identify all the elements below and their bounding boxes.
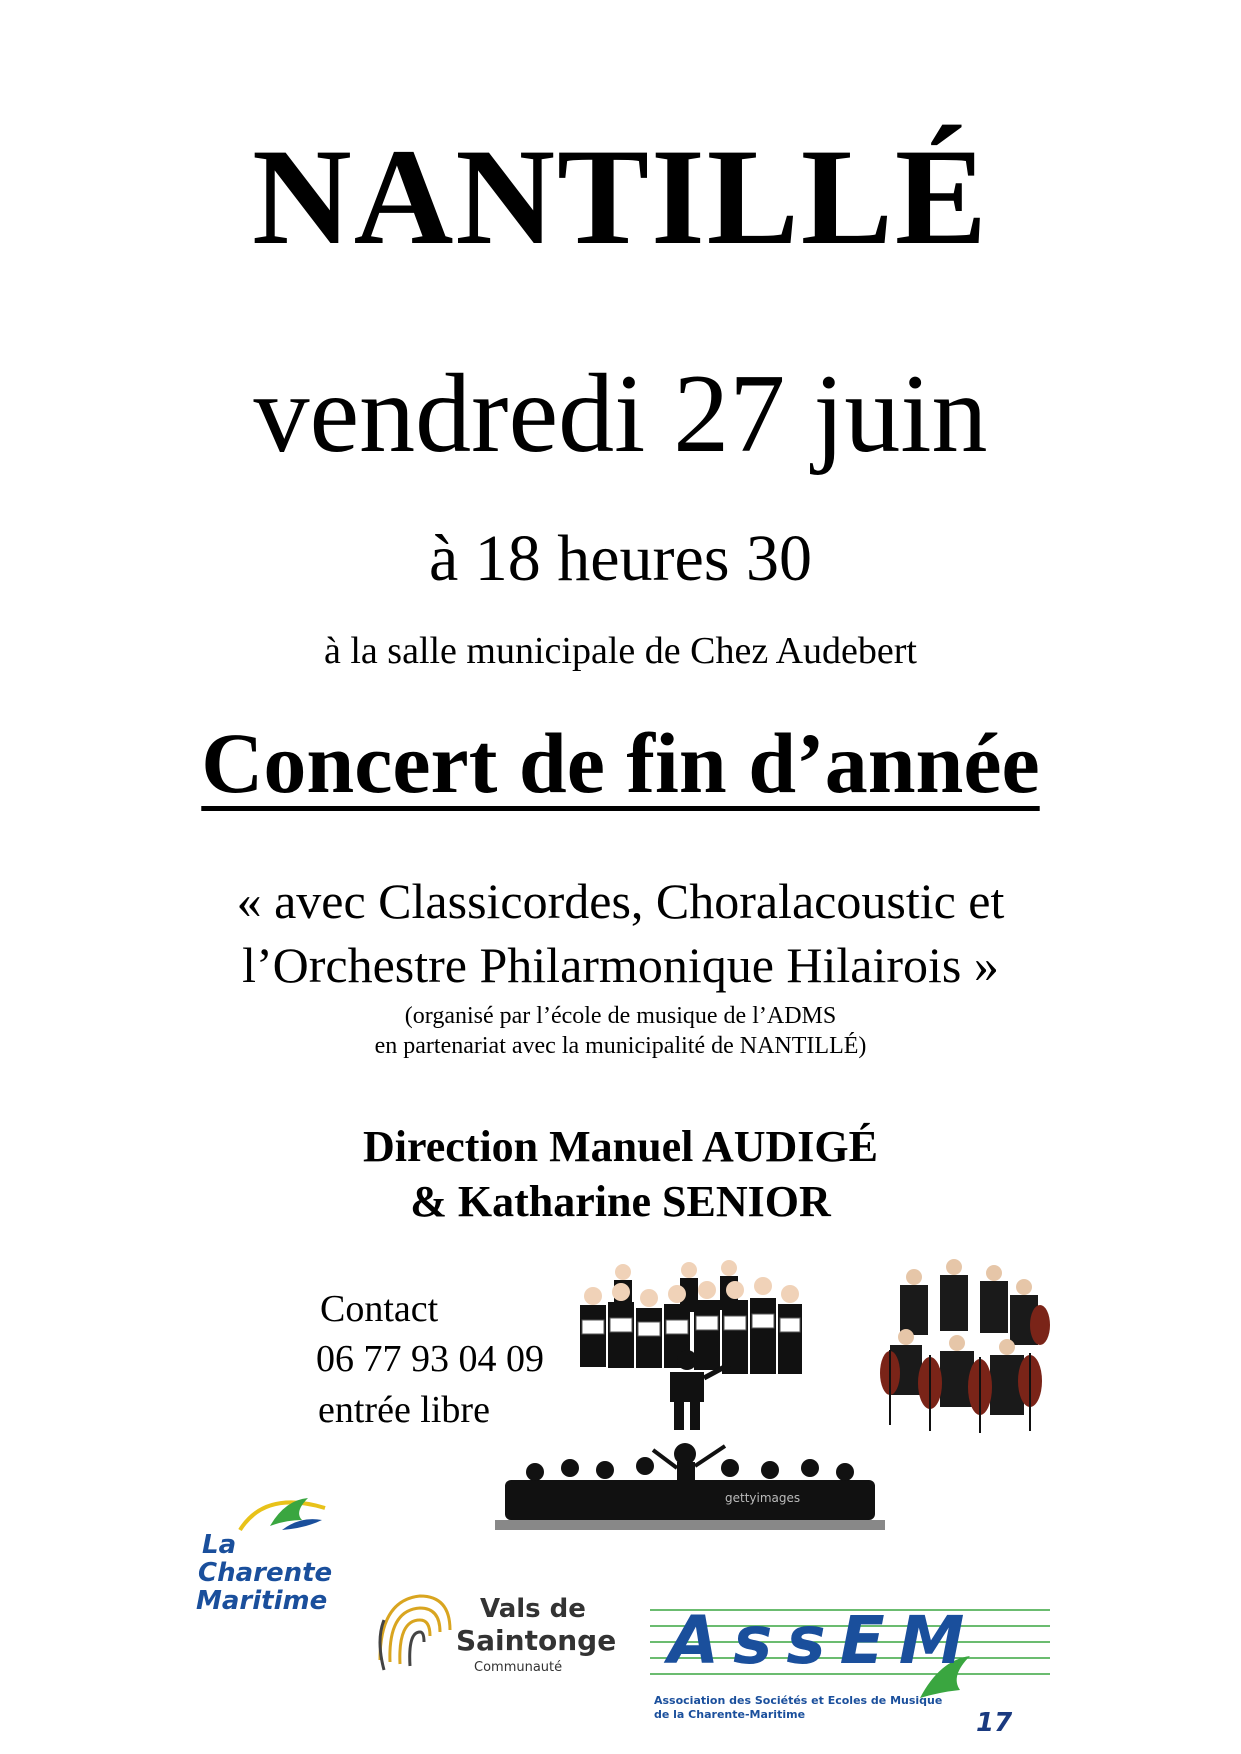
town-title: NANTILLÉ: [252, 120, 989, 273]
contact-phone: 06 77 93 04 09: [316, 1338, 544, 1380]
assem-logo-desc-1: Association des Sociétés et Ecoles de Musique: [654, 1694, 943, 1707]
event-title: [0, 715, 1241, 811]
assem-17-logo: [650, 1600, 1050, 1740]
vals-logo-line-1: Vals de: [480, 1594, 586, 1624]
assem-logo-name: AssEM: [668, 1602, 979, 1679]
direction-line-2: & Katharine SENIOR: [410, 1177, 831, 1226]
organizer-line-1: (organisé par l’école de musique de l’ADMS: [404, 1003, 837, 1029]
charente-logo-line-2: Charente: [198, 1558, 333, 1588]
event-title-text: Concert de fin d’année: [201, 715, 1040, 811]
silhouette-watermark: gettyimages: [725, 1491, 801, 1505]
event-date: vendredi 27 juin: [253, 352, 988, 476]
performers-line-2: l’Orchestre Philarmonique Hilairois »: [242, 937, 999, 993]
performers-line-1: « avec Classicordes, Choralacoustic et: [236, 873, 1005, 929]
direction-line-1: Direction Manuel AUDIGÉ: [363, 1122, 878, 1171]
string-orchestra-illustration: [870, 1255, 1060, 1435]
charente-logo-line-3: Maritime: [196, 1586, 328, 1616]
vals-logo-line-3: Communauté: [474, 1660, 563, 1675]
choir-illustration: [570, 1260, 810, 1435]
contact-label: Contact: [320, 1288, 439, 1330]
assem-logo-number: 17: [976, 1708, 1013, 1738]
fingerprint-icon: [370, 1580, 460, 1680]
event-venue: à la salle municipale de Chez Audebert: [324, 630, 917, 672]
event-time: à 18 heures 30: [428, 522, 813, 595]
orchestra-silhouette: [495, 1440, 885, 1540]
admission-info: entrée libre: [318, 1389, 490, 1431]
organizer-line-2: en partenariat avec la municipalité de NANTILLÉ): [374, 1033, 867, 1059]
vals-logo-line-2: Saintonge: [456, 1624, 617, 1657]
assem-logo-desc-2: de la Charente-Maritime: [654, 1708, 806, 1721]
vals-de-saintonge-logo: [370, 1580, 617, 1690]
charente-maritime-logo: [190, 1490, 350, 1616]
charente-logo-line-1: La: [202, 1530, 237, 1560]
